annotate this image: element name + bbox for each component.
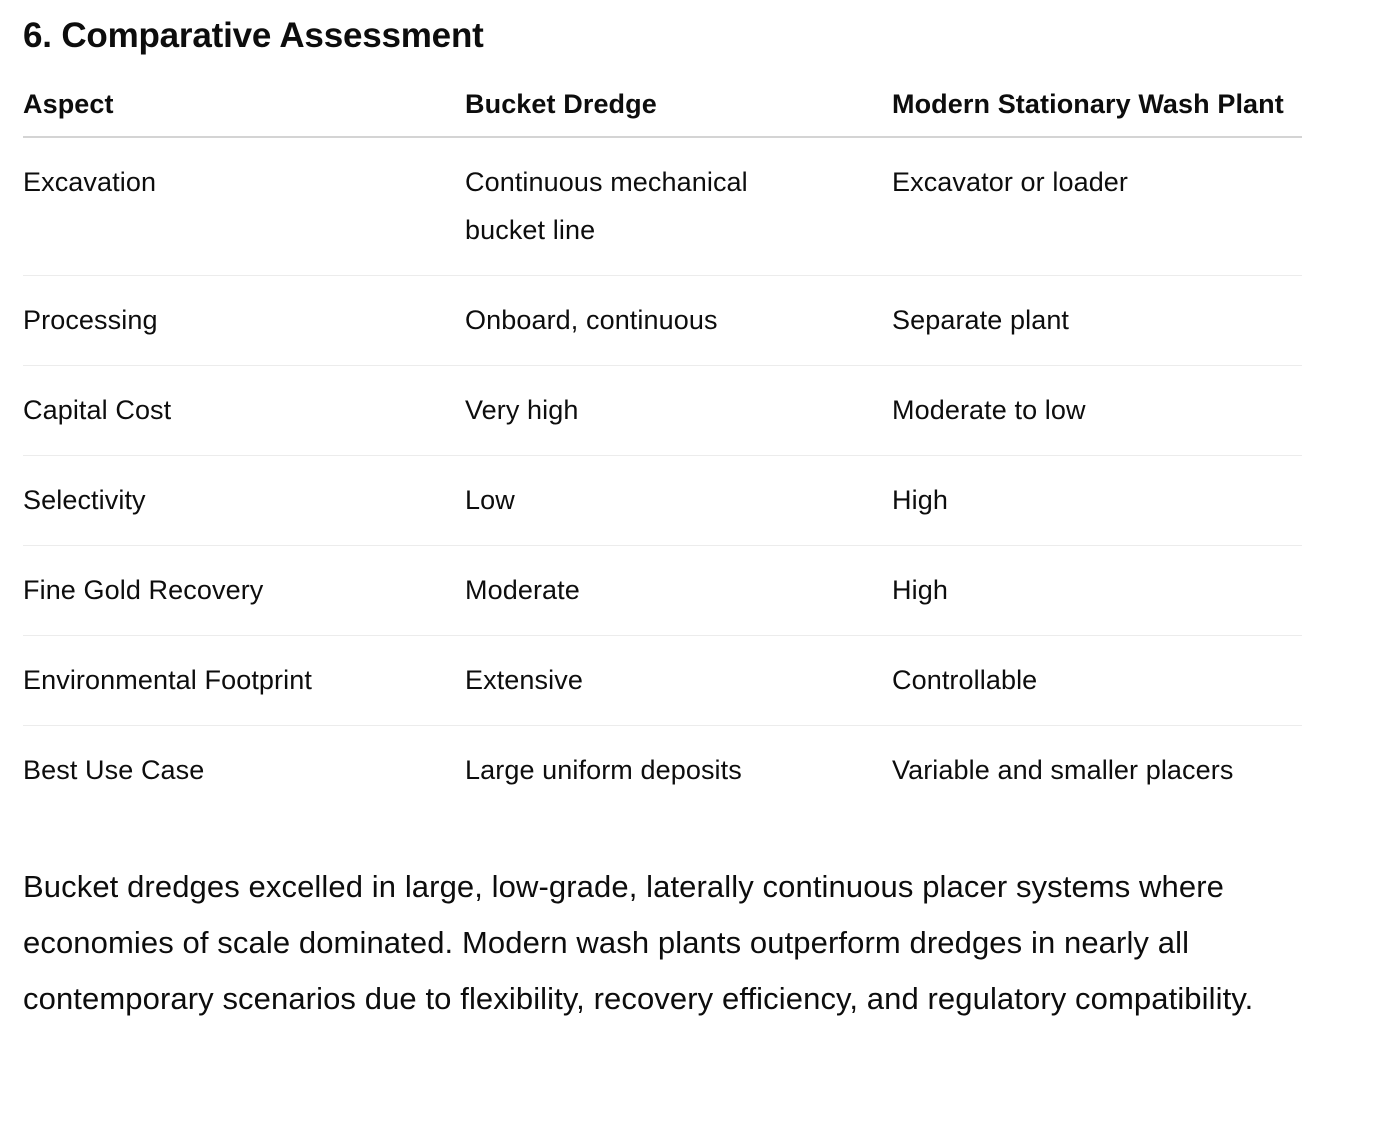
cell-aspect — [23, 137, 465, 276]
cell-text: Controllable — [892, 665, 1038, 695]
cell-bucket-dredge — [465, 137, 892, 276]
cell-aspect — [23, 276, 465, 366]
table-row — [23, 726, 1302, 816]
cell-text: High — [892, 485, 948, 515]
cell-text: Large uniform deposits — [465, 755, 742, 785]
table-row — [23, 456, 1302, 546]
cell-text: Extensive — [465, 665, 583, 695]
summary-paragraph: Bucket dredges excelled in large, low-grade, laterally continuous placer systems where economies of scale dominated. Modern wash plants outperform dredges in nearly all contemporary scenarios due to flexibility, recovery efficiency, and regulatory compatibility. — [23, 869, 1254, 1016]
cell-text: Processing — [23, 305, 158, 335]
table-row — [23, 137, 1302, 276]
cell-wash-plant — [892, 276, 1302, 366]
cell-text: Capital Cost — [23, 395, 172, 425]
cell-wash-plant — [892, 137, 1302, 276]
cell-aspect — [23, 636, 465, 726]
cell-text: Variable and smaller placers — [892, 755, 1234, 785]
cell-text: Moderate to low — [892, 395, 1086, 425]
cell-text: Low — [465, 485, 515, 515]
cell-wash-plant — [892, 726, 1302, 816]
comparison-table — [23, 78, 1302, 815]
cell-wash-plant — [892, 636, 1302, 726]
cell-text: Fine Gold Recovery — [23, 575, 264, 605]
cell-bucket-dredge — [465, 636, 892, 726]
cell-wash-plant — [892, 366, 1302, 456]
table-row — [23, 636, 1302, 726]
cell-aspect — [23, 366, 465, 456]
section-title: 6. Comparative Assessment — [23, 16, 484, 55]
cell-bucket-dredge — [465, 366, 892, 456]
table-header-row — [23, 78, 1302, 137]
table-body — [23, 137, 1302, 815]
cell-text: High — [892, 575, 948, 605]
cell-bucket-dredge — [465, 276, 892, 366]
header-aspect: Aspect — [23, 78, 465, 137]
table-header — [23, 78, 1302, 137]
table-row — [23, 276, 1302, 366]
cell-wash-plant — [892, 456, 1302, 546]
cell-text: Moderate — [465, 575, 580, 605]
header-wash-plant: Modern Stationary Wash Plant — [892, 78, 1302, 137]
cell-aspect — [23, 726, 465, 816]
cell-text: Selectivity — [23, 485, 146, 515]
cell-text: Separate plant — [892, 305, 1070, 335]
cell-text: Excavator or loader — [892, 167, 1129, 197]
cell-aspect — [23, 456, 465, 546]
cell-text: Continuous mechanical bucket line — [465, 167, 748, 245]
cell-text: Environmental Footprint — [23, 665, 312, 695]
table-row — [23, 366, 1302, 456]
header-bucket-dredge: Bucket Dredge — [465, 78, 892, 137]
cell-bucket-dredge — [465, 546, 892, 636]
table-row — [23, 546, 1302, 636]
cell-text: Very high — [465, 395, 579, 425]
cell-text: Excavation — [23, 167, 157, 197]
cell-bucket-dredge — [465, 726, 892, 816]
cell-text: Best Use Case — [23, 755, 205, 785]
cell-text: Onboard, continuous — [465, 305, 718, 335]
cell-bucket-dredge — [465, 456, 892, 546]
cell-wash-plant — [892, 546, 1302, 636]
cell-aspect — [23, 546, 465, 636]
